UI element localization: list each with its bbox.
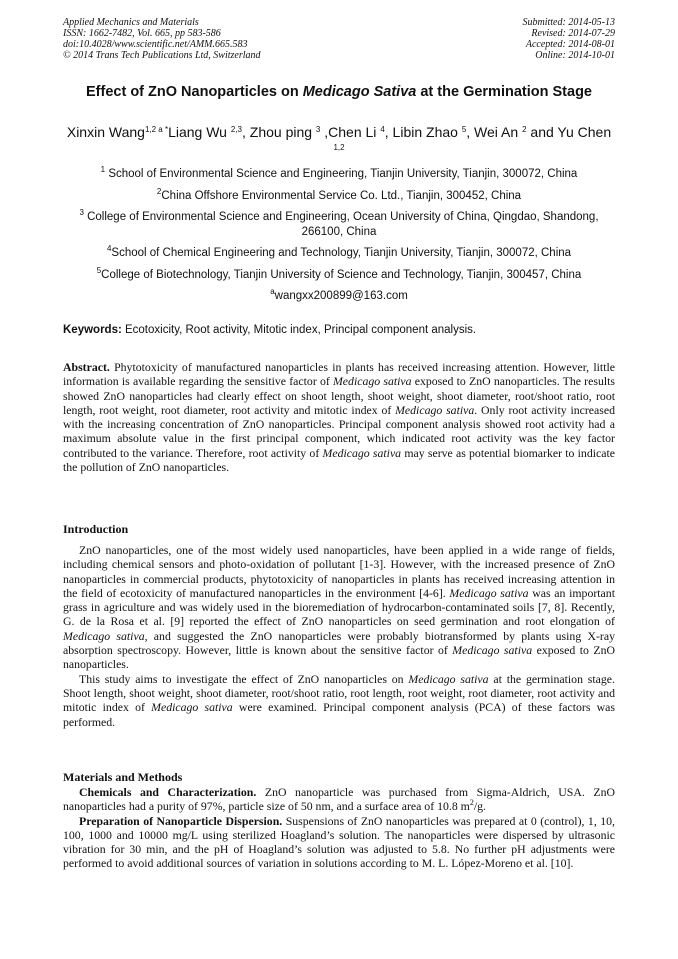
species-name: Medicago sativa	[395, 402, 475, 417]
affiliation	[60, 167, 618, 182]
submitted-date: Submitted: 2014-05-13	[522, 17, 615, 28]
affiliation	[60, 186, 618, 204]
author-list	[60, 123, 618, 159]
author-sup: 2,3	[230, 125, 242, 134]
section-heading-materials: Materials and Methods	[63, 770, 183, 784]
keywords-label: Keywords:	[63, 324, 122, 336]
author-sup: 1,2	[333, 143, 345, 152]
author-sup: 5	[461, 125, 467, 134]
accepted-date: Accepted: 2014-08-01	[525, 39, 615, 50]
species-name: Medicago sativa	[452, 643, 533, 658]
author-name: and Yu Chen	[526, 124, 612, 140]
journal-name: Applied Mechanics and Materials	[63, 17, 199, 28]
materials-body	[63, 785, 615, 871]
abstract-label: Abstract.	[63, 360, 110, 374]
section-heading-introduction: Introduction	[63, 522, 129, 536]
keywords	[63, 323, 615, 337]
paragraph	[63, 543, 615, 672]
paragraph	[63, 785, 615, 814]
author-name: , Libin Zhao	[384, 124, 462, 140]
paragraph	[63, 814, 615, 871]
subsection-label: Preparation of Nanoparticle Dispersion.	[79, 813, 283, 828]
abstract-text: may serve as potential biomarker to indicate the pollution of ZnO nanoparticles.	[63, 445, 615, 475]
affiliation-sup: 2	[156, 186, 162, 196]
email-text: wangxx200899@163.com	[274, 290, 408, 302]
issn-line: ISSN: 1662-7482, Vol. 665, pp 583-586	[63, 28, 221, 39]
superscript: 2	[469, 798, 474, 808]
abstract-text: exposed to ZnO nanoparticles. The results showed ZnO nanoparticles had clearly effect on shoot length, shoot weight, shoot diameter, root/shoot ratio, root length, root weight, root diameter, root activity and mitotic index of	[63, 374, 615, 417]
paragraph-text: were examined. Principal component analysis (PCA) of these factors was performed.	[63, 700, 615, 729]
affiliation-sup: a	[270, 287, 275, 296]
paragraph	[63, 672, 615, 729]
journal-info	[63, 17, 261, 61]
affiliation-sup: 3	[79, 208, 84, 217]
author-email	[60, 289, 618, 304]
author-name: Xinxin Wang	[66, 124, 145, 140]
affiliation-text: College of Environmental Science and Engineering, Ocean University of China, Qingdao, Shandong, 266100, China	[83, 211, 599, 238]
species-name: Medicago sativa	[322, 445, 402, 460]
paragraph-text: /g.	[473, 799, 486, 814]
author-name: Liang Wu	[168, 124, 231, 140]
affiliation	[60, 210, 618, 239]
author-name: , Wei An	[466, 124, 523, 140]
paper-title	[70, 84, 608, 101]
species-name: Medicago sativa	[332, 374, 412, 389]
affiliation-text: School of Environmental Science and Engineering, Tianjin University, Tianjin, 300072, China	[105, 168, 578, 180]
copyright-line: © 2014 Trans Tech Publications Ltd, Switzerland	[63, 50, 261, 61]
author-sup: 4	[380, 125, 385, 134]
species-name: Medicago sativa	[449, 585, 529, 600]
title-part1: Effect of ZnO Nanoparticles on	[86, 84, 303, 100]
keywords-text: Ecotoxicity, Root activity, Mitotic index, Principal component analysis.	[121, 324, 477, 336]
paragraph-text: was an important grass in agriculture and was widely used in the bioremediation of hydrocarbon-contaminated soils [7, 8]. Recently, G. de la Rosa et al. [9] reported the effect of ZnO nanoparticles on seed germination and root elongation of	[63, 585, 615, 629]
affiliation-sup: 5	[96, 265, 102, 275]
affiliation-text: School of Chemical Engineering and Technology, Tianjin University, Tianjin, 300072, China	[111, 247, 572, 259]
title-part2: at the Germination Stage	[416, 84, 592, 100]
paragraph-text: This study aims to investigate the effect of ZnO nanoparticles on	[79, 671, 409, 686]
doi-line: doi:10.4028/www.scientific.net/AMM.665.583	[63, 39, 248, 50]
author-sup: 2	[522, 125, 527, 134]
affiliation-sup: 1	[100, 165, 106, 174]
dates-info	[523, 17, 616, 61]
author-name: , Zhou ping	[241, 124, 316, 140]
paragraph-text: ZnO nanoparticle was purchased from Sigma-Aldrich, USA. ZnO nanoparticles had a purity of 97%, particle size of 50 nm, and a surface area of 10.8 m	[63, 785, 615, 814]
affiliations	[60, 167, 618, 311]
species-name: Medicago sativa	[151, 700, 233, 715]
abstract-text: . Only root activity increased with the increasing concentration of ZnO nanoparticles. Principal component analysis showed root activity had a maximum absolute value in the first principal component, which indicated root activity was the key factor contributed to the variance. Therefore, root activity of	[63, 402, 615, 460]
revised-date: Revised: 2014-07-29	[531, 28, 615, 39]
paragraph-text: ZnO nanoparticles, one of the most widely used nanoparticles, have been applied in a wide range of fields, including chemical sensors and photo-oxidation of pollutant [1-3]. However, with the increased presence of ZnO nanoparticles in commercial products, phytotoxicity of nanoparticles in plants has received increasing attention in the field of ecotoxicity of manufactured nanoparticles in the environment [4-6].	[63, 543, 615, 600]
affiliation	[60, 265, 618, 283]
author-sup: 1,2 a *	[144, 125, 169, 134]
species-name: Medicago sativa	[63, 628, 145, 643]
title-italic: Medicago Sativa	[302, 84, 417, 100]
affiliation	[60, 246, 618, 261]
paragraph-text: Suspensions of ZnO nanoparticles was prepared at 0 (control), 1, 10, 100, 1000 and 10000 mg/L using sterilized Hoagland’s solution. The nanoparticles were dispersed by ultrasonic vibration for 30 min, and the pH of Hoagland’s solution was adjusted to 5.8. No further pH adjustments were performed to avoid additional sources of variation in solutions according to M. L. López-Moreno et al. [10].	[63, 813, 615, 871]
abstract	[63, 360, 615, 474]
affiliation-text: China Offshore Environmental Service Co. Ltd., Tianjin, 300452, China	[161, 189, 522, 202]
species-name: Medicago sativa	[408, 671, 489, 686]
paragraph-text: exposed to ZnO nanoparticles.	[63, 643, 615, 672]
abstract-text: Phytotoxicity of manufactured nanoparticles in plants has received increasing attention. However, little information is available regarding the sensitive factor of	[63, 360, 615, 389]
author-name: ,Chen Li	[320, 124, 381, 140]
affiliation-text: College of Biotechnology, Tianjin University of Science and Technology, Tianjin, 300457, China	[101, 268, 582, 281]
subsection-label: Chemicals and Characterization.	[79, 785, 257, 799]
online-date: Online: 2014-10-01	[535, 50, 615, 61]
paragraph-text: , and suggested the ZnO nanoparticles were probably biotransformed by plants using X-ray absorption spectroscopy. However, little is known about the sensitive factor of	[63, 628, 615, 658]
introduction-body	[63, 543, 615, 729]
author-sup: 3	[315, 125, 321, 134]
paragraph-text: at the germination stage. Shoot length, shoot weight, shoot diameter, root/shoot ratio, root length, root weight, root diameter, root activity and mitotic index of	[63, 671, 615, 715]
affiliation-sup: 4	[106, 244, 112, 253]
